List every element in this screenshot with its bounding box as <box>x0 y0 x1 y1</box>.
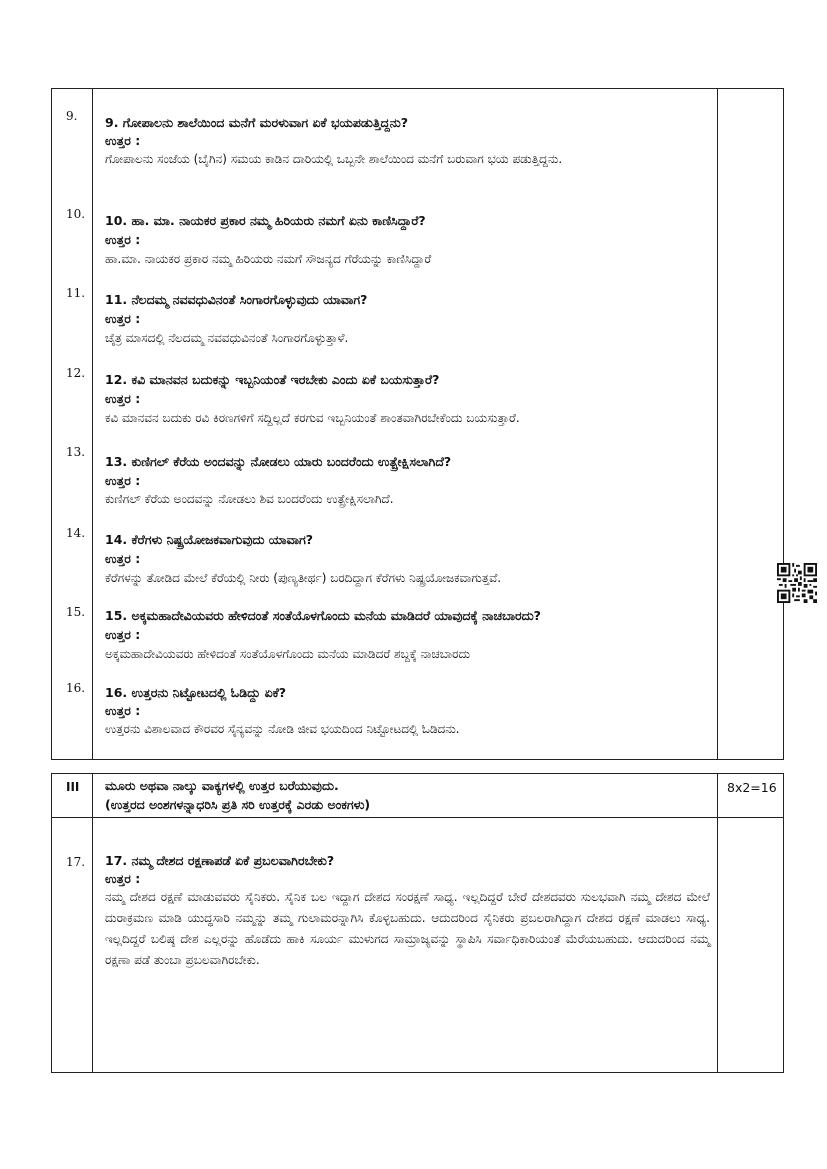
column-divider <box>717 89 718 759</box>
answer-text: ಅಕ್ಕಮಹಾದೇವಿಯವರು ಹೇಳಿದಂತೆ ಸಂತೆಯೊಳಗೊಂದು ಮನೆಯ ಮಾಡಿದರೆ ಶಬ್ದಕ್ಕೆ ನಾಚಬಾರದು <box>105 647 471 661</box>
answer-label: ಉತ್ತರ : <box>105 871 141 886</box>
question-number: 17. <box>66 855 86 869</box>
answer-text: ನಮ್ಮ ದೇಶದ ರಕ್ಷಣೆ ಮಾಡುವವರು ಸೈನಿಕರು. ಸೈನಿಕ ಬಲ ಇದ್ದಾಗ ದೇಶದ ಸಂರಕ್ಷಣೆ ಸಾಧ್ಯ. ಇಲ್ಲದಿದ್ದರೆ ಬೇರೆ ದೇಶದವರು ಸುಲಭವಾಗಿ ನಮ್ಮ ದೇಶದ ಮೇಲೆ ದುರಾಕ್ರಮಣ ಮಾಡಿ ಯುದ್ಧಸಾರಿ ನಮ್ಮನ್ನು ತಮ್ಮ ಗುಲಾಮರನ್ನಾಗಿಸಿ ಕೊಳ್ಳಬಹುದು. ಆದುದರಿಂದ ಸೈನಿಕರು ಪ್ರಬಲರಾಗಿದ್ದಾಗ ದೇಶದ ರಕ್ಷಣೆ ಮಾಡಲು ಸಾಧ್ಯ. ಇಲ್ಲದಿದ್ದರೆ ಬಲಿಷ್ಠ ದೇಶ ಎಲ್ಲರನ್ನು ಹೊಡೆದು ಹಾಕಿ ಸೂರ್ಯ ಮುಳುಗದ ಸಾಮ್ರಾಜ್ಯವನ್ನು ಸ್ಥಾಪಿಸಿ ಸರ್ವಾಧಿಕಾರಿಯಂತೆ ಮೆರೆಯಬಹುದು. ಆದುದರಿಂದ ನಮ್ಮ ರಕ್ಷಣಾ ಪಡೆ ತುಂಬಾ ಪ್ರಬಲವಾಗಿರಬೇಕು. <box>105 890 710 967</box>
question-number: 11. <box>66 286 86 300</box>
answer-label: ಉತ್ತರ : <box>105 703 141 718</box>
questions-table <box>51 88 784 760</box>
section-instruction-note: (ಉತ್ತರದ ಅಂಶಗಳನ್ನಾಧರಿಸಿ ಪ್ರತಿ ಸರಿ ಉತ್ತರಕ್ಕೆ ಎರಡು ಅಂಕಗಳು) <box>105 797 371 812</box>
answer-text: ಕುಣಿಗಲ್ ಕೆರೆಯ ಅಂದವನ್ನು ನೋಡಲು ಶಿವ ಬಂದರೆಂದು ಉತ್ಪ್ರೇಕ್ಷಿಸಲಾಗಿದೆ. <box>105 492 394 506</box>
answer-text: ಕವಿ ಮಾನವನ ಬದುಕು ರವಿ ಕಿರಣಗಳಿಗೆ ಸದ್ದಿಲ್ಲದೆ ಕರಗುವ ಇಬ್ಬನಿಯಂತೆ ಶಾಂತವಾಗಿರಬೇಕೆಂದು ಬಯಸುತ್ತಾರೆ. <box>105 411 520 425</box>
answer-text: ಹಾ.ಮಾ. ನಾಯಕರ ಪ್ರಕಾರ ನಮ್ಮ ಹಿರಿಯರು ನಮಗೆ ಸೌಜನ್ಯದ ಗೆರೆಯನ್ನು ಕಾಣಿಸಿದ್ದಾರೆ <box>105 252 432 266</box>
section-marks: 8x2=16 <box>727 780 777 795</box>
answer-label: ಉತ್ತರ : <box>105 133 141 148</box>
section-instruction: ಮೂರು ಅಥವಾ ನಾಲ್ಕು ವಾಕ್ಯಗಳಲ್ಲಿ ಉತ್ತರ ಬರೆಯುವುದು. <box>105 778 339 793</box>
question-number: 14. <box>66 526 86 540</box>
answer-label: ಉತ್ತರ : <box>105 627 141 642</box>
row-divider <box>52 817 783 818</box>
column-divider <box>92 774 93 1072</box>
qr-code-icon <box>777 563 817 603</box>
question-number: 10. <box>66 207 86 221</box>
question-text: 17. ನಮ್ಮ ದೇಶದ ರಕ್ಷಣಾಪಡೆ ಏಕೆ ಪ್ರಬಲವಾಗಿರಬೇಕು? <box>105 853 335 868</box>
question-text: 15. ಅಕ್ಕಮಹಾದೇವಿಯವರು ಹೇಳಿದಂತೆ ಸಂತೆಯೊಳಗೊಂದು ಮನೆಯ ಮಾಡಿದರೆ ಯಾವುದಕ್ಕೆ ನಾಚಬಾರದು? <box>105 608 541 623</box>
section-iii-table <box>51 773 784 1073</box>
answer-label: ಉತ್ತರ : <box>105 551 141 566</box>
question-number: 16. <box>66 681 86 695</box>
question-text: 14. ಕೆರೆಗಳು ನಿಷ್ಪ್ರಯೋಜಕವಾಗುವುದು ಯಾವಾಗ? <box>105 532 314 547</box>
question-text: 10. ಹಾ. ಮಾ. ನಾಯಕರ ಪ್ರಕಾರ ನಮ್ಮ ಹಿರಿಯರು ನಮಗೆ ಏನು ಕಾಣಿಸಿದ್ದಾರೆ? <box>105 213 426 228</box>
question-number: 12. <box>66 366 86 380</box>
question-text: 16. ಉತ್ತರನು ನಿಟ್ಟೋಟದಲ್ಲಿ ಓಡಿದ್ದು ಏಕೆ? <box>105 685 287 700</box>
answer-label: ಉತ್ತರ : <box>105 391 141 406</box>
answer-text: ಕೆರೆಗಳನ್ನು ತೋಡಿದ ಮೇಲೆ ಕೆರೆಯಲ್ಲಿ ನೀರು (ಪುಣ್ಯತೀರ್ಥ) ಬರದಿದ್ದಾಗ ಕೆರೆಗಳು ನಿಷ್ಪ್ರಯೋಜಕವಾಗುತ್ತವೆ. <box>105 571 502 585</box>
answer-label: ಉತ್ತರ : <box>105 311 141 326</box>
answer-text: ಗೋಪಾಲನು ಸಂಜೆಯ (ಬೈಗಿನ) ಸಮಯ ಕಾಡಿನ ದಾರಿಯಲ್ಲಿ ಒಬ್ಬನೇ ಶಾಲೆಯಿಂದ ಮನೆಗೆ ಬರುವಾಗ ಭಯ ಪಡುತ್ತಿದ್ದನು. <box>105 152 563 166</box>
answer-text: ಚೈತ್ರ ಮಾಸದಲ್ಲಿ ನೆಲದಮ್ಮ ನವವಧುವಿನಂತೆ ಸಿಂಗಾರಗೊಳ್ಳುತ್ತಾಳೆ. <box>105 331 349 345</box>
question-number: 9. <box>66 109 78 123</box>
section-number: III <box>66 780 80 794</box>
answer-label: ಉತ್ತರ : <box>105 232 141 247</box>
question-text: 11. ನೆಲದಮ್ಮ ನವವಧುವಿನಂತೆ ಸಿಂಗಾರಗೊಳ್ಳುವುದು ಯಾವಾಗ? <box>105 292 368 307</box>
answer-text: ಉತ್ತರನು ವಿಶಾಲವಾದ ಕೌರವರ ಸೈನ್ಯವನ್ನು ನೋಡಿ ಜೀವ ಭಯದಿಂದ ನಿಟ್ಟೋಟದಲ್ಲಿ ಓಡಿದನು. <box>105 722 460 736</box>
answer-label: ಉತ್ತರ : <box>105 473 141 488</box>
question-text: 13. ಕುಣಿಗಲ್ ಕೆರೆಯ ಅಂದವನ್ನು ನೋಡಲು ಯಾರು ಬಂದರೆಂದು ಉತ್ಪ್ರೇಕ್ಷಿಸಲಾಗಿದೆ? <box>105 454 452 469</box>
column-divider <box>92 89 93 759</box>
question-text: 12. ಕವಿ ಮಾನವನ ಬದುಕನ್ನು ಇಬ್ಬನಿಯಂತೆ ಇರಬೇಕು ಎಂದು ಏಕೆ ಬಯಸುತ್ತಾರೆ? <box>105 372 440 387</box>
column-divider <box>717 774 718 1072</box>
question-number: 15. <box>66 605 86 619</box>
question-number: 13. <box>66 445 86 459</box>
question-text: 9. ಗೋಪಾಲನು ಶಾಲೆಯಿಂದ ಮನೆಗೆ ಮರಳುವಾಗ ಏಕೆ ಭಯಪಡುತ್ತಿದ್ದನು? <box>105 115 408 130</box>
